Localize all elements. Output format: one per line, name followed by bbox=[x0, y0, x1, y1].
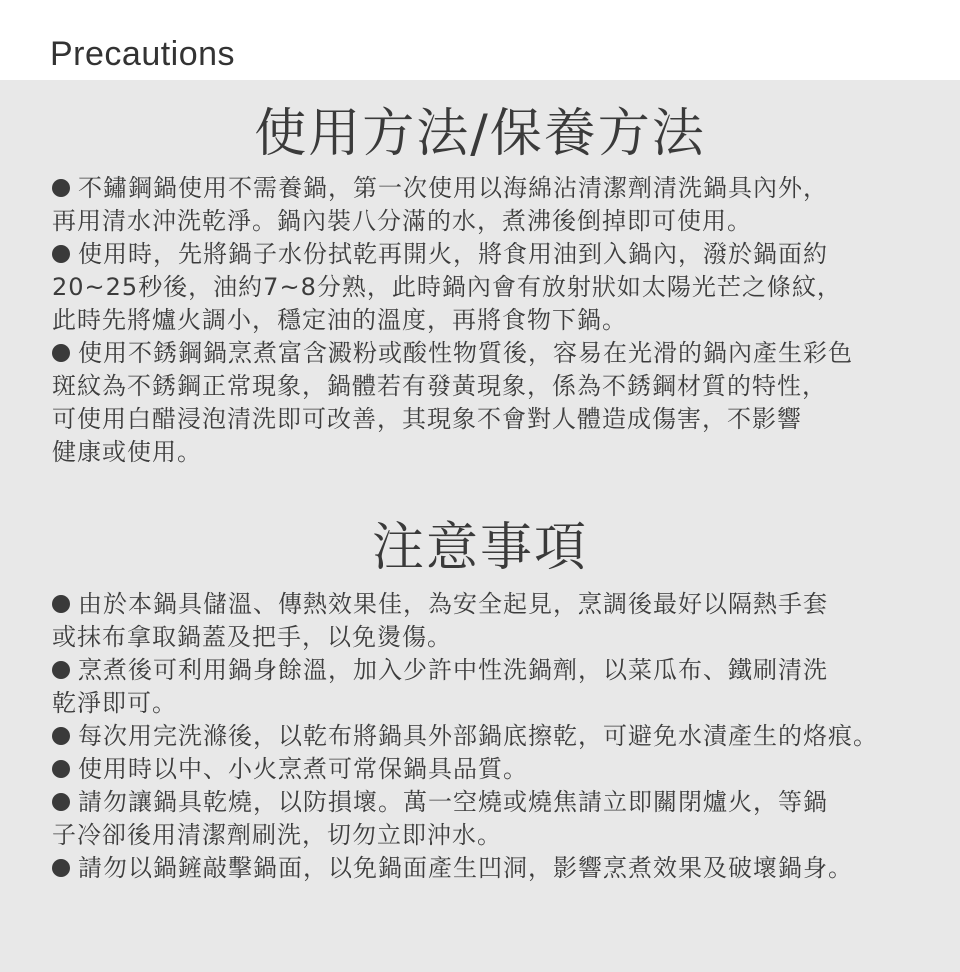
bullet-icon bbox=[52, 245, 70, 263]
bullet-icon bbox=[52, 595, 70, 613]
text-line: 20~25秒後，油約7~8分熟，此時鍋內會有放射狀如太陽光芒之條紋， bbox=[52, 273, 842, 301]
bullet-icon bbox=[52, 179, 70, 197]
text-line: 再用清水沖洗乾淨。鍋內裝八分滿的水，煮沸後倒掉即可使用。 bbox=[52, 207, 752, 235]
text-line: 使用不銹鋼鍋烹煮富含澱粉或酸性物質後，容易在光滑的鍋內產生彩色 bbox=[52, 337, 952, 370]
text-line: 或抹布拿取鍋蓋及把手，以免燙傷。 bbox=[52, 623, 452, 651]
text-line: 請勿以鍋鏟敲擊鍋面，以免鍋面產生凹洞，影響烹煮效果及破壞鍋身。 bbox=[52, 852, 952, 885]
bullet-icon bbox=[52, 727, 70, 745]
text-line: 使用時以中、小火烹煮可常保鍋具品質。 bbox=[52, 753, 952, 786]
usage-text bbox=[52, 172, 952, 469]
bullet-icon bbox=[52, 344, 70, 362]
text-line: 請勿讓鍋具乾燒，以防損壞。萬一空燒或燒焦請立即關閉爐火，等鍋 bbox=[52, 786, 952, 819]
text-line: 乾淨即可。 bbox=[52, 689, 177, 717]
bullet-icon bbox=[52, 760, 70, 778]
text-line: 斑紋為不銹鋼正常現象，鍋體若有發黃現象，係為不銹鋼材質的特性， bbox=[52, 372, 827, 400]
text-line: 不鏽鋼鍋使用不需養鍋，第一次使用以海綿沾清潔劑清洗鍋具內外， bbox=[52, 172, 952, 205]
bullet-icon bbox=[52, 793, 70, 811]
text-line: 健康或使用。 bbox=[52, 438, 202, 466]
precautions-text bbox=[52, 588, 952, 885]
section-heading-precautions: 注意事項 bbox=[371, 518, 588, 578]
section-heading-usage: 使用方法/保養方法 bbox=[254, 104, 706, 164]
bullet-icon bbox=[52, 661, 70, 679]
text-line: 可使用白醋浸泡清洗即可改善，其現象不會對人體造成傷害，不影響 bbox=[52, 405, 802, 433]
text-line: 此時先將爐火調小，穩定油的溫度，再將食物下鍋。 bbox=[52, 306, 627, 334]
text-line: 每次用完洗滌後，以乾布將鍋具外部鍋底擦乾，可避免水漬產生的烙痕。 bbox=[52, 720, 952, 753]
bullet-icon bbox=[52, 859, 70, 877]
text-line: 由於本鍋具儲溫、傳熱效果佳，為安全起見，烹調後最好以隔熱手套 bbox=[52, 588, 952, 621]
header-bar bbox=[0, 0, 960, 80]
page-title: Precautions bbox=[50, 35, 236, 73]
text-line: 子冷卻後用清潔劑刷洗，切勿立即沖水。 bbox=[52, 821, 502, 849]
text-line: 烹煮後可利用鍋身餘溫，加入少許中性洗鍋劑，以菜瓜布、鐵刷清洗 bbox=[52, 654, 952, 687]
text-line: 使用時，先將鍋子水份拭乾再開火，將食用油到入鍋內，潑於鍋面約 bbox=[52, 238, 952, 271]
